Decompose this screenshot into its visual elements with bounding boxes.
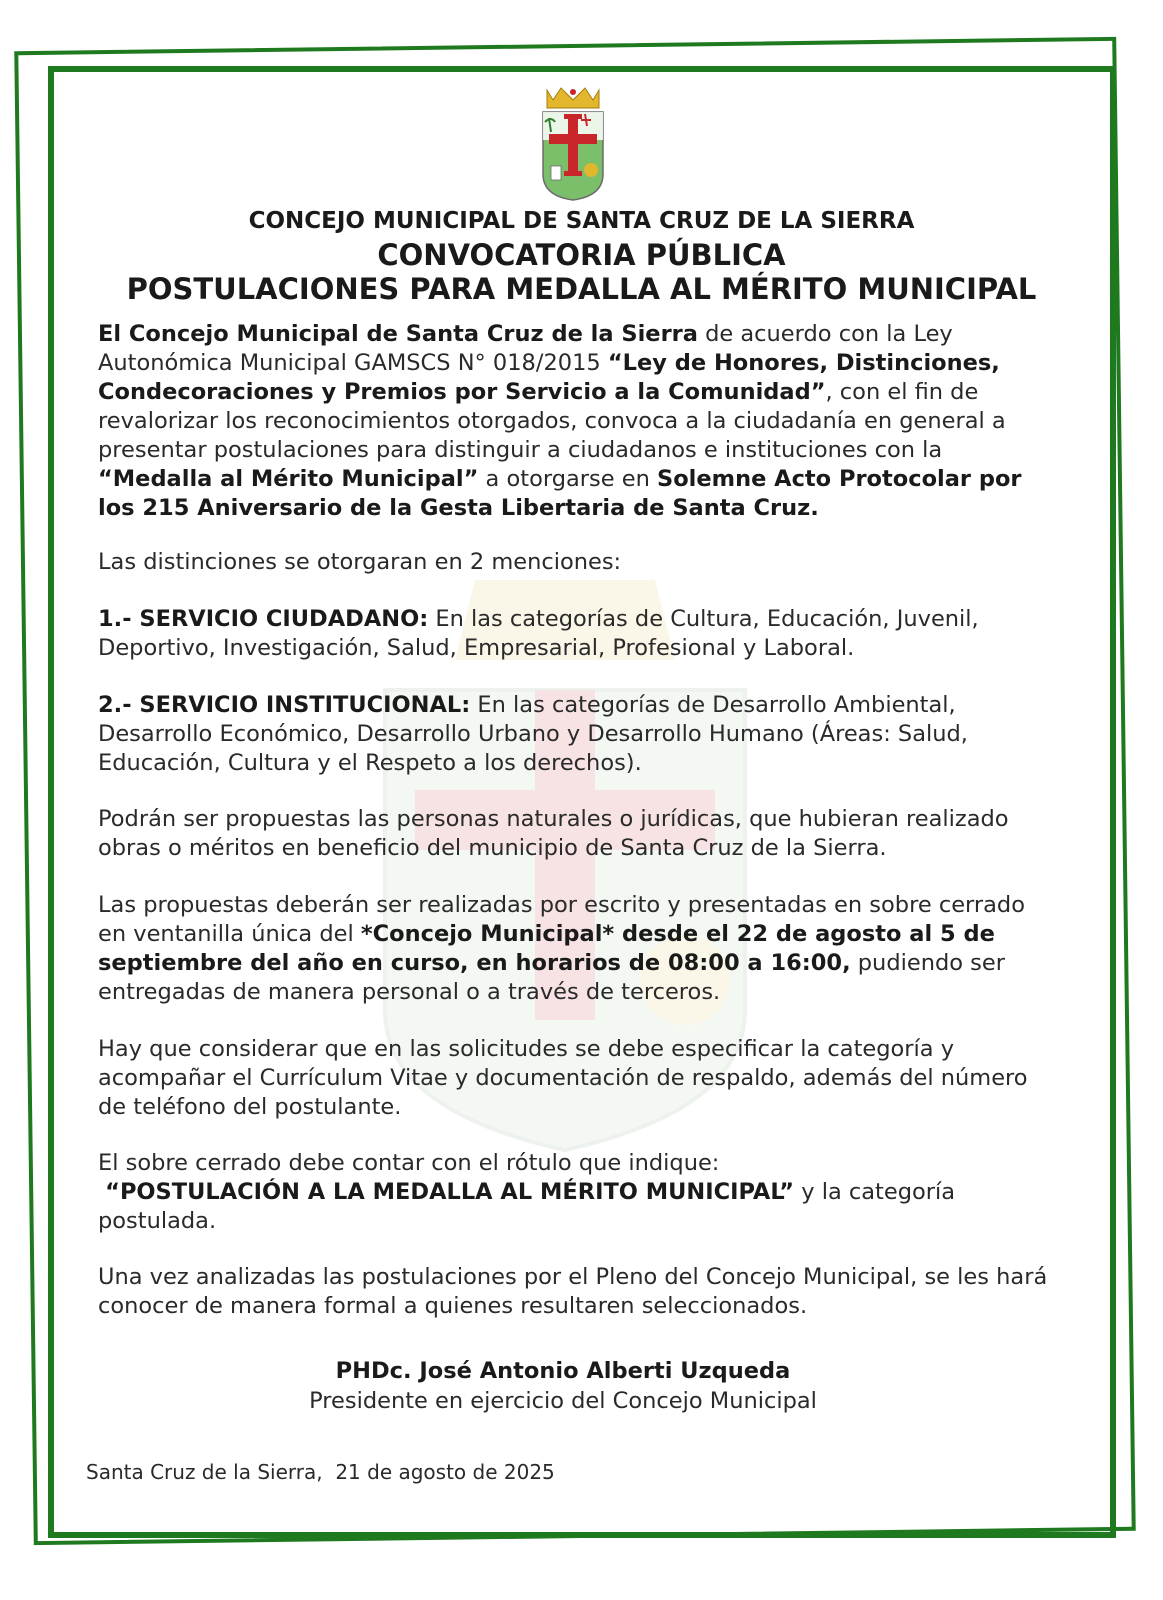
intro-text-3: a otorgarse en — [478, 466, 657, 492]
mention-1-title: 1.- SERVICIO CIUDADANO: — [98, 606, 429, 632]
requirements-paragraph: Hay que considerar que en las solicitudes se debe especificar la categoría y acompañar el Currículum Vitae y documentación de respaldo, además del número de teléfono del postulante. — [98, 1036, 1028, 1120]
place-date — [86, 1460, 555, 1484]
label-rule-text-2: y la categoría postulada. — [98, 1179, 956, 1234]
mention-2 — [98, 691, 1048, 778]
label-rule-text-1: El sobre cerrado debe contar con el rótulo que indique: — [98, 1150, 720, 1176]
place: Santa Cruz de la Sierra, — [86, 1460, 323, 1484]
submission-dates: *Concejo Municipal* desde el 22 de agosto al 5 de septiembre del año en curso, en horarios de 08:00 a 16:00, — [98, 921, 995, 976]
issuer-heading: CONCEJO MUNICIPAL DE SANTA CRUZ DE LA SIERRA — [248, 208, 915, 234]
intro-text-1: de acuerdo con la Ley Autonómica Municipal GAMSCS N° 018/2015 — [98, 321, 953, 376]
mentions-intro: Las distinciones se otorgaran en 2 menciones: — [98, 549, 622, 575]
closing-paragraph: Una vez analizadas las postulaciones por el Pleno del Concejo Municipal, se les hará conocer de manera formal a quienes resultaren seleccionados. — [98, 1264, 1048, 1319]
intro-medal: “Medalla al Mérito Municipal” — [98, 466, 479, 492]
eligibility-paragraph: Podrán ser propuestas las personas naturales o jurídicas, que hubieran realizado obras o méritos en beneficio del municipio de Santa Cruz de la Sierra. — [98, 806, 1009, 861]
mention-2-text: En las categorías de Desarrollo Ambiental, Desarrollo Económico, Desarrollo Urbano y Desarrollo Humano (Áreas: Salud, Educación, Cultura y el Respeto a los derechos). — [98, 692, 968, 776]
announcement-subtitle: POSTULACIONES PARA MEDALLA AL MÉRITO MUNICIPAL — [126, 272, 1037, 306]
intro-text-2: , con el fin de revalorizar los reconocimientos otorgados, convoca a la ciudadanía en general a presentar postulaciones para distinguir a ciudadanos e instituciones con la — [98, 379, 1006, 463]
label-rule-title: “POSTULACIÓN A LA MEDALLA AL MÉRITO MUNICIPAL” — [105, 1179, 795, 1205]
date: 21 de agosto de 2025 — [335, 1460, 555, 1484]
intro-act: Solemne Acto Protocolar por los 215 Aniversario de la Gesta Libertaria de Santa Cruz. — [98, 466, 1022, 521]
signatory-role: Presidente en ejercicio del Concejo Municipal — [309, 1388, 817, 1414]
intro-paragraph — [98, 320, 1048, 523]
intro-law: “Ley de Honores, Distinciones, Condecoraciones y Premios por Servicio a la Comunidad” — [98, 350, 1000, 405]
signatory-name: PHDc. José Antonio Alberti Uzqueda — [335, 1358, 791, 1384]
submission-text-1: Las propuestas deberán ser realizadas por escrito y presentadas en sobre cerrado en ventanilla única del — [98, 892, 1025, 947]
submission-paragraph — [98, 891, 1048, 1007]
label-rule-paragraph — [98, 1149, 1048, 1236]
coat-of-arms-icon — [539, 84, 607, 202]
mention-2-title: 2.- SERVICIO INSTITUCIONAL: — [98, 692, 471, 718]
mention-1-text: En las categorías de Cultura, Educación, Juvenil, Deportivo, Investigación, Salud, Empresarial, Profesional y Laboral. — [98, 606, 979, 661]
mention-1 — [98, 605, 1048, 663]
submission-text-2: pudiendo ser entregadas de manera personal o a través de terceros. — [98, 950, 1005, 1005]
intro-org: El Concejo Municipal de Santa Cruz de la Sierra — [98, 321, 698, 347]
announcement-title: CONVOCATORIA PÚBLICA — [377, 238, 786, 272]
